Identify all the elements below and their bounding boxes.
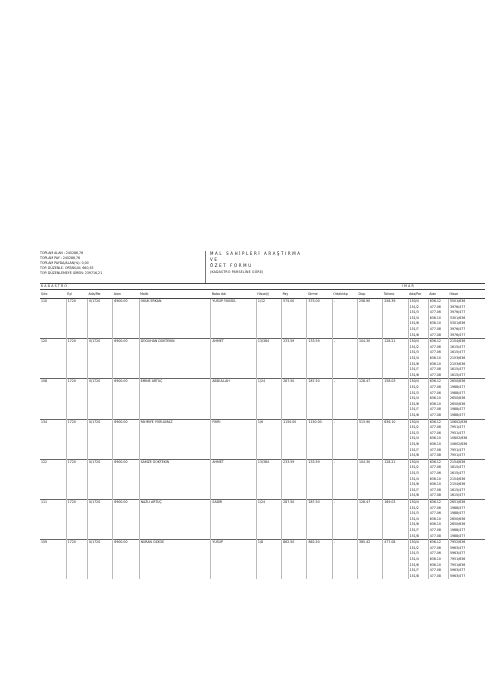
imar-value: 151/7	[409, 326, 419, 331]
imar-value: 151/7	[409, 367, 419, 372]
imar-column	[449, 419, 485, 459]
imar-value: 3976/477	[450, 310, 466, 315]
cell-girme: 233.59	[307, 459, 332, 499]
imar-column	[449, 339, 485, 379]
imar-value: 151/6	[409, 562, 419, 567]
imar-value: 2153/636	[450, 361, 466, 366]
cell-toharo: 636.10	[383, 419, 408, 459]
imar-value: 2650/636	[450, 522, 466, 527]
imar-value: 636.12	[429, 299, 441, 303]
imar-value: 477.08	[429, 568, 441, 573]
cell-ortak: -	[332, 459, 357, 499]
imar-value: 7951/636	[450, 562, 466, 567]
imar-value: 150/4	[409, 339, 419, 344]
imar-column	[408, 459, 428, 499]
imar-value: 151/8	[409, 372, 419, 377]
imar-value: 1615/477	[450, 470, 466, 475]
imar-value: 636.10	[429, 321, 441, 326]
form-title-3: ÖZET FORMU	[210, 263, 253, 268]
imar-value: 10602/636	[450, 419, 468, 424]
imar-value: 151/6	[409, 482, 419, 487]
imar-value: 2650/636	[450, 379, 466, 384]
imar-value: 636.10	[429, 522, 441, 527]
imar-value: 1988/477	[450, 407, 466, 412]
cell-baba: YUSUP YÜKSEL	[211, 299, 257, 339]
cell-alan: 6900.00	[113, 499, 139, 539]
cell-sira: 111	[40, 499, 66, 539]
cell-dop: 258.90	[358, 299, 383, 339]
imar-column	[449, 459, 485, 499]
imar-value: 477.06	[429, 511, 441, 516]
imar-value: 151/8	[409, 493, 419, 498]
imar-column	[408, 540, 428, 580]
column-header: Pay	[282, 290, 307, 299]
imar-value: 5963/477	[450, 551, 466, 556]
total-line: TOP. DÜZENLEMEYE GİREN: 239716,21	[40, 271, 103, 275]
imar-value: 636.12	[429, 419, 441, 424]
cell-pay: 287.50	[282, 379, 307, 419]
imar-value: 1615/477	[450, 344, 466, 349]
imar-value: 151/3	[409, 390, 419, 395]
totals-block	[40, 251, 206, 283]
imar-value: 151/7	[409, 527, 419, 532]
imar-value: 151/3	[409, 430, 419, 435]
cell-alan: 6900.00	[113, 419, 139, 459]
imar-value: 151/7	[409, 407, 419, 412]
imar-value: 2154/636	[450, 459, 466, 464]
total-line: TOP. DÜZENLE. ORTAKLIK: 660,55	[40, 266, 94, 270]
table-header-row	[40, 290, 485, 299]
imar-column	[408, 419, 428, 459]
imar-value: 1988/477	[450, 527, 466, 532]
cell-dop: 104.30	[358, 339, 383, 379]
cell-baba: YUSUP	[211, 540, 257, 580]
imar-value: 7951/477	[450, 425, 466, 430]
imar-value: 10602/636	[450, 436, 468, 441]
cell-pay: 233.59	[282, 459, 307, 499]
imar-value: 5301/636	[450, 315, 466, 320]
imar-value: 636.10	[429, 441, 441, 446]
cell-alan: 6900.00	[113, 339, 139, 379]
imar-value: 5963/477	[450, 573, 466, 578]
cell-ortak: -	[332, 540, 357, 580]
cell-alan: 6900.00	[113, 540, 139, 580]
cell-malik: SAMZE GÖKTEKİN	[139, 459, 211, 499]
cell-hisse: 1/12	[256, 299, 281, 339]
imar-value: 151/3	[409, 470, 419, 475]
imar-value: 477.08	[429, 407, 441, 412]
imar-column	[408, 379, 428, 419]
imar-value: 477.06	[429, 304, 441, 309]
imar-value: 150/4	[409, 419, 419, 424]
imar-value: 477.06	[429, 545, 441, 550]
imar-value: 636.10	[429, 562, 441, 567]
imar-value: 1988/477	[450, 505, 466, 510]
cell-malik: EMİNE ARTUÇ	[139, 379, 211, 419]
column-header: Ada/Par	[88, 290, 113, 299]
imar-value: 3976/477	[450, 304, 466, 309]
imar-value: 477.08	[429, 367, 441, 372]
cell-eyl: 1720	[66, 339, 87, 379]
column-header: Toharo	[383, 290, 408, 299]
imar-value: 3976/477	[450, 326, 466, 331]
imar-value: 477.08	[429, 573, 441, 578]
imar-value: 477.08	[429, 533, 441, 538]
imar-value: 151/2	[409, 304, 419, 309]
cell-baba: AHMET	[211, 339, 257, 379]
cell-dop: 513.90	[358, 419, 383, 459]
imar-value: 7951/636	[450, 556, 466, 561]
cell-girme: 862.50	[307, 540, 332, 580]
imar-value: 151/6	[409, 441, 419, 446]
imar-value: 477.08	[429, 372, 441, 377]
imar-column	[428, 540, 448, 580]
imar-value: 2650/636	[450, 516, 466, 521]
imar-value: 151/4	[409, 396, 419, 401]
imar-column	[408, 299, 428, 339]
cell-pay: 233.59	[282, 339, 307, 379]
cell-toharo: 258.39	[383, 299, 408, 339]
column-header: Alan	[113, 290, 139, 299]
imar-value: 151/4	[409, 315, 419, 320]
imar-value: 151/7	[409, 447, 419, 452]
form-title: MAL SAHİPLERİ ARAŞTIRMA	[210, 251, 302, 256]
cell-pay: 862.50	[282, 540, 307, 580]
cell-adapar: 0/1720	[88, 379, 113, 419]
cell-girme: 287.50	[307, 379, 332, 419]
imar-value: 636.12	[429, 540, 441, 545]
imar-value: 2154/636	[450, 476, 466, 481]
imar-value: 7951/477	[450, 453, 466, 458]
imar-value: 151/8	[409, 332, 419, 337]
imar-value: 477.08	[429, 332, 441, 337]
cell-eyl: 1720	[66, 419, 87, 459]
title-block	[210, 251, 302, 275]
column-header: Dop.	[358, 290, 383, 299]
imar-value: 5963/477	[450, 568, 466, 573]
cell-toharo: 477.08	[383, 540, 408, 580]
imar-value: 477.06	[429, 384, 441, 389]
cell-toharo: 128.21	[383, 339, 408, 379]
cell-eyl: 1720	[66, 459, 87, 499]
table-row	[40, 299, 485, 339]
imar-value: 1988/477	[450, 511, 466, 516]
imar-value: 636.12	[429, 499, 441, 504]
column-header: Baba Adı	[211, 290, 257, 299]
cell-sira: 159	[40, 540, 66, 580]
imar-value: 477.08	[429, 412, 441, 417]
table-row	[40, 540, 485, 580]
imar-value: 1988/477	[450, 533, 466, 538]
cell-eyl: 1720	[66, 499, 87, 539]
form-title-2: VE	[210, 257, 219, 262]
imar-value: 1988/477	[450, 384, 466, 389]
imar-value: 151/3	[409, 511, 419, 516]
imar-value: 151/6	[409, 321, 419, 326]
imar-value: 10602/636	[450, 441, 468, 446]
imar-value: 1615/477	[450, 367, 466, 372]
imar-value: 150/4	[409, 459, 419, 464]
imar-value: 477.06	[429, 465, 441, 470]
imar-value: 151/8	[409, 453, 419, 458]
cell-toharo: 128.21	[383, 459, 408, 499]
imar-value: 151/4	[409, 516, 419, 521]
imar-value: 2154/636	[450, 482, 466, 487]
form-subtitle: (KADASTRO PARSELİNE GÖRE)	[210, 270, 264, 274]
total-line: TOPLAM ALAN : 240286,76	[40, 251, 84, 255]
imar-column	[428, 299, 448, 339]
cell-adapar: 0/1720	[88, 299, 113, 339]
imar-value: 477.08	[429, 453, 441, 458]
table-row	[40, 499, 485, 539]
cell-girme: 1150.00	[307, 419, 332, 459]
form-header	[40, 251, 485, 283]
imar-column	[449, 299, 485, 339]
imar-value: 477.06	[429, 310, 441, 315]
cell-alan: 6900.00	[113, 299, 139, 339]
imar-value: 477.06	[429, 390, 441, 395]
cell-sira: 134	[40, 419, 66, 459]
cell-hisse: 13/384	[256, 339, 281, 379]
cell-toharo: 158.03	[383, 379, 408, 419]
imar-value: 636.10	[429, 556, 441, 561]
imar-value: 636.10	[429, 516, 441, 521]
imar-column	[408, 499, 428, 539]
table-row	[40, 339, 485, 379]
imar-value: 151/4	[409, 355, 419, 360]
cell-eyl: 1720	[66, 379, 87, 419]
cell-girme: 233.59	[307, 339, 332, 379]
imar-value: 2651/636	[450, 499, 466, 504]
imar-column	[449, 379, 485, 419]
cell-malik: FAHRİYE YORULMAZ	[139, 419, 211, 459]
imar-value: 477.08	[429, 487, 441, 492]
cell-sira: 108	[40, 379, 66, 419]
cell-eyl: 1720	[66, 299, 87, 339]
imar-value: 151/2	[409, 344, 419, 349]
imar-value: 477.06	[429, 551, 441, 556]
imar-value: 150/4	[409, 299, 419, 303]
cell-girme: 575.00	[307, 299, 332, 339]
column-header: Hisse	[449, 290, 485, 299]
imar-value: 151/2	[409, 465, 419, 470]
imar-column	[428, 459, 448, 499]
cell-girme: 287.50	[307, 499, 332, 539]
imar-value: 477.06	[429, 350, 441, 355]
imar-column	[428, 499, 448, 539]
table-row	[40, 459, 485, 499]
imar-value: 151/2	[409, 425, 419, 430]
imar-value: 477.06	[429, 425, 441, 430]
cell-sira: 110	[40, 299, 66, 339]
imar-value: 1615/477	[450, 350, 466, 355]
imar-value: 151/3	[409, 310, 419, 315]
cell-ortak: -	[332, 419, 357, 459]
cell-alan: 6900.00	[113, 459, 139, 499]
imar-value: 151/4	[409, 556, 419, 561]
cell-dop: 104.30	[358, 459, 383, 499]
cell-baba: AHMET	[211, 459, 257, 499]
column-header: Ada/Par	[408, 290, 428, 299]
imar-value: 2650/636	[450, 401, 466, 406]
imar-column	[428, 419, 448, 459]
imar-value: 1615/477	[450, 372, 466, 377]
imar-column	[428, 339, 448, 379]
cell-ortak: -	[332, 299, 357, 339]
imar-value: 477.06	[429, 430, 441, 435]
imar-value: 7951/477	[450, 430, 466, 435]
cell-ortak: -	[332, 339, 357, 379]
imar-value: 2650/636	[450, 396, 466, 401]
imar-value: 1988/477	[450, 390, 466, 395]
cell-dop: 385.42	[358, 540, 383, 580]
column-header: Eyl	[66, 290, 87, 299]
cell-alan: 6900.00	[113, 379, 139, 419]
cell-ortak: -	[332, 379, 357, 419]
imar-value: 1615/477	[450, 487, 466, 492]
imar-value: 151/8	[409, 412, 419, 417]
imar-value: 5501/636	[450, 299, 466, 303]
cell-dop: 128.47	[358, 499, 383, 539]
cell-hisse: 13/384	[256, 459, 281, 499]
imar-value: 5301/636	[450, 321, 466, 326]
imar-value: 636.10	[429, 355, 441, 360]
cell-baba: FİKRİ	[211, 419, 257, 459]
imar-value: 636.12	[429, 339, 441, 344]
imar-value: 5963/477	[450, 545, 466, 550]
column-header: Alan	[428, 290, 448, 299]
cell-eyl: 1720	[66, 540, 87, 580]
imar-column	[449, 540, 485, 580]
column-header: Sıhc	[40, 290, 66, 299]
imar-value: 1615/477	[450, 465, 466, 470]
column-header: Hisse(i)	[256, 290, 281, 299]
cell-hisse: 1/24	[256, 379, 281, 419]
cell-malik: ÖKÜK ERKAN	[139, 299, 211, 339]
ownership-summary-form	[40, 251, 485, 579]
cell-malik: NURAN ÖZKOE	[139, 540, 211, 580]
cell-dop: 128.47	[358, 379, 383, 419]
total-line: TOPLAM PAY : 240286,76	[40, 256, 81, 260]
imar-value: 477.08	[429, 447, 441, 452]
imar-value: 151/6	[409, 401, 419, 406]
total-line: TOPLAM PAYDA/ALAN(%): 0,00	[40, 261, 89, 265]
imar-column	[449, 499, 485, 539]
cell-sira: 122	[40, 459, 66, 499]
imar-value: 636.10	[429, 436, 441, 441]
cell-adapar: 0/1720	[88, 459, 113, 499]
cell-adapar: 0/1720	[88, 499, 113, 539]
imar-value: 7951/477	[450, 447, 466, 452]
imar-value: 636.10	[429, 396, 441, 401]
imar-value: 477.06	[429, 505, 441, 510]
imar-value: 151/4	[409, 476, 419, 481]
imar-value: 636.10	[429, 361, 441, 366]
cell-hisse: 1/6	[256, 419, 281, 459]
imar-value: 2153/636	[450, 355, 466, 360]
cell-pay: 1150.00	[282, 419, 307, 459]
cell-malik: DOĞUHAN DÖKTEKİN	[139, 339, 211, 379]
imar-value: 477.08	[429, 493, 441, 498]
imar-value: 151/7	[409, 487, 419, 492]
imar-value: 636.12	[429, 379, 441, 384]
cell-adapar: 0/1720	[88, 339, 113, 379]
imar-value: 151/2	[409, 384, 419, 389]
imar-value: 151/7	[409, 568, 419, 573]
cell-ortak: -	[332, 499, 357, 539]
imar-value: 477.08	[429, 326, 441, 331]
imar-value: 636.10	[429, 315, 441, 320]
imar-value: 150/4	[409, 540, 419, 545]
imar-value: 151/2	[409, 545, 419, 550]
imar-value: 7952/636	[450, 540, 466, 545]
imar-value: 151/4	[409, 436, 419, 441]
cell-toharo: 169.03	[383, 499, 408, 539]
imar-value: 151/3	[409, 350, 419, 355]
column-header: Girme	[307, 290, 332, 299]
imar-value: 477.06	[429, 344, 441, 349]
column-header: Ortaklıkp	[332, 290, 357, 299]
imar-value: 3976/477	[450, 332, 466, 337]
cell-sira: 120	[40, 339, 66, 379]
cell-adapar: 0/1720	[88, 419, 113, 459]
imar-value: 151/2	[409, 505, 419, 510]
cell-baba: ABDULLAH	[211, 379, 257, 419]
imar-value: 636.10	[429, 482, 441, 487]
imar-value: 477.06	[429, 470, 441, 475]
cell-hisse: 1/8	[256, 540, 281, 580]
imar-value: 636.12	[429, 459, 441, 464]
imar-value: 151/8	[409, 573, 419, 578]
imar-value: 151/8	[409, 533, 419, 538]
cell-pay: 575.00	[282, 299, 307, 339]
table-row	[40, 379, 485, 419]
imar-value: 151/6	[409, 522, 419, 527]
cell-baba: SADRİ	[211, 499, 257, 539]
cell-adapar: 0/1720	[88, 540, 113, 580]
cell-hisse: 1/24	[256, 499, 281, 539]
imar-value: 636.10	[429, 401, 441, 406]
cell-pay: 287.50	[282, 499, 307, 539]
imar-column	[408, 339, 428, 379]
section-kadastro: KADASTRO	[41, 284, 69, 288]
imar-value: 636.10	[429, 476, 441, 481]
column-header: Malik	[139, 290, 211, 299]
section-imar: İMAR	[402, 284, 415, 288]
owners-table	[40, 290, 485, 579]
imar-value: 150/4	[409, 379, 419, 384]
imar-value: 477.08	[429, 527, 441, 532]
section-bar	[40, 283, 485, 290]
table-row	[40, 419, 485, 459]
imar-column	[428, 379, 448, 419]
cell-malik: NAZLI ARTUÇ	[139, 499, 211, 539]
imar-value: 2154/636	[450, 339, 466, 344]
imar-value: 151/6	[409, 361, 419, 366]
imar-value: 150/4	[409, 499, 419, 504]
imar-value: 151/3	[409, 551, 419, 556]
imar-value: 1988/477	[450, 412, 466, 417]
imar-value: 1615/477	[450, 493, 466, 498]
